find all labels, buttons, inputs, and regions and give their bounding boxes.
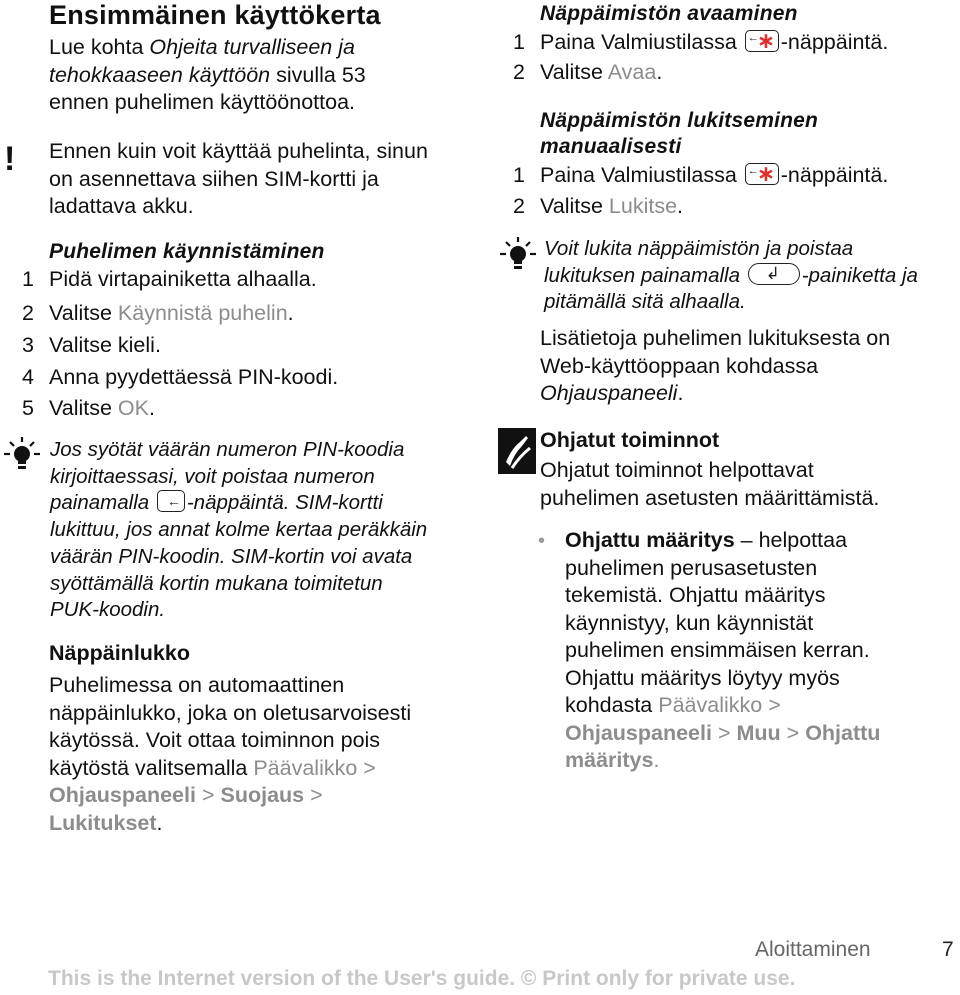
intro-paragraph: Lue kohta Ohjeita turvalliseen ja tehokkaaseen käyttöön sivulla 53 ennen puhelimen käyttöönottoa. [49, 35, 366, 114]
safety-link-cont[interactable]: tehokkaaseen käyttöön [49, 62, 271, 87]
start-heading: Puhelimen käynnistäminen [49, 240, 325, 263]
pin-tip-note: Jos syötät väärän numeron PIN-koodia kirjoittaessasi, voit poistaa numeron painamalla ←-näppäintä. SIM-kortti lukittuu, jos annat kolme kertaa peräkkäin väärän PIN-koodin. SIM-kortin voi avata syöttämällä kortin mukana toimitetun PUK-koodin. [50, 437, 427, 624]
unlock-heading: Näppäimistön avaaminen [540, 2, 798, 25]
menu-path-control: Ohjauspaneeli [49, 783, 196, 807]
menu-path: OK [117, 396, 149, 420]
lock-heading: Näppäimistön lukitseminen manuaalisesti [540, 109, 819, 158]
guided-bullet: Ohjattu määritys – helpottaa puhelimen perusasetusten tekemistä. Ohjattu määritys käynnistyy, kun käynnistät puhelimen ensimmäisen kerran. Ohjattu määritys löytyy myös kohdasta Päävalikko > Ohjauspaneeli > Muu > Ohjattu määritys. [565, 528, 881, 772]
footer-notice: This is the Internet version of the User's guide. © Print only for private use. [48, 967, 796, 990]
menu-path-locks: Lukitukset [49, 810, 157, 835]
menu-path-main: Päävalikko [658, 693, 763, 717]
tip-bulb-icon [498, 236, 538, 274]
safety-link[interactable]: Ohjeita turvalliseen ja [149, 35, 355, 59]
warning-icon: ! [4, 140, 16, 178]
page-title: Ensimmäinen käyttökerta [49, 0, 381, 30]
star-key-icon [745, 163, 779, 185]
tip-bulb-icon [2, 436, 42, 474]
keylock-heading: Näppäinlukko [49, 641, 190, 665]
more-info-paragraph: Lisätietoja puhelimen lukituksesta on Web-käyttöoppaan kohdassa Ohjauspaneeli. [540, 326, 891, 405]
wizard-icon [498, 428, 538, 474]
back-key-icon [748, 263, 800, 285]
star-key-icon [745, 30, 779, 52]
lock-tip-note: Voit lukita näppäimistön ja poistaa lukituksen painamalla ↲ -painiketta ja pitämällä sitä alhaalla. [544, 236, 918, 316]
warning-note: Ennen kuin voit käyttää puhelinta, sinun on asennettava siihen SIM-kortti ja ladattava akku. [49, 139, 428, 218]
guided-paragraph: Ohjatut toiminnot helpottavat puhelimen asetusten määrittämistä. [540, 458, 880, 510]
menu-path-security: Suojaus [220, 783, 305, 807]
guided-heading: Ohjatut toiminnot [540, 428, 720, 452]
clear-key-icon [157, 490, 185, 512]
menu-path: Käynnistä puhelin [117, 301, 288, 325]
menu-path-control: Ohjauspaneeli [565, 720, 712, 745]
page-number: 7 [942, 938, 954, 961]
menu-path-wizard-cont: määritys [565, 748, 654, 772]
bullet-dot: • [538, 530, 546, 552]
menu-path-main: Päävalikko [253, 755, 358, 780]
menu-path-wizard: Ohjattu [805, 720, 881, 745]
menu-path-other: Muu [736, 720, 781, 745]
keylock-paragraph: Puhelimessa on automaattinen näppäinlukko, joka on oletusarvoisesti käytössä. Voit ottaa toiminnon pois käytöstä valitsemalla Päävalikko > Ohjauspaneeli > Suojaus > Lukitukset. [49, 673, 412, 835]
control-panel-link[interactable]: Ohjauspaneeli [540, 381, 678, 405]
footer-section: Aloittaminen [755, 938, 871, 961]
